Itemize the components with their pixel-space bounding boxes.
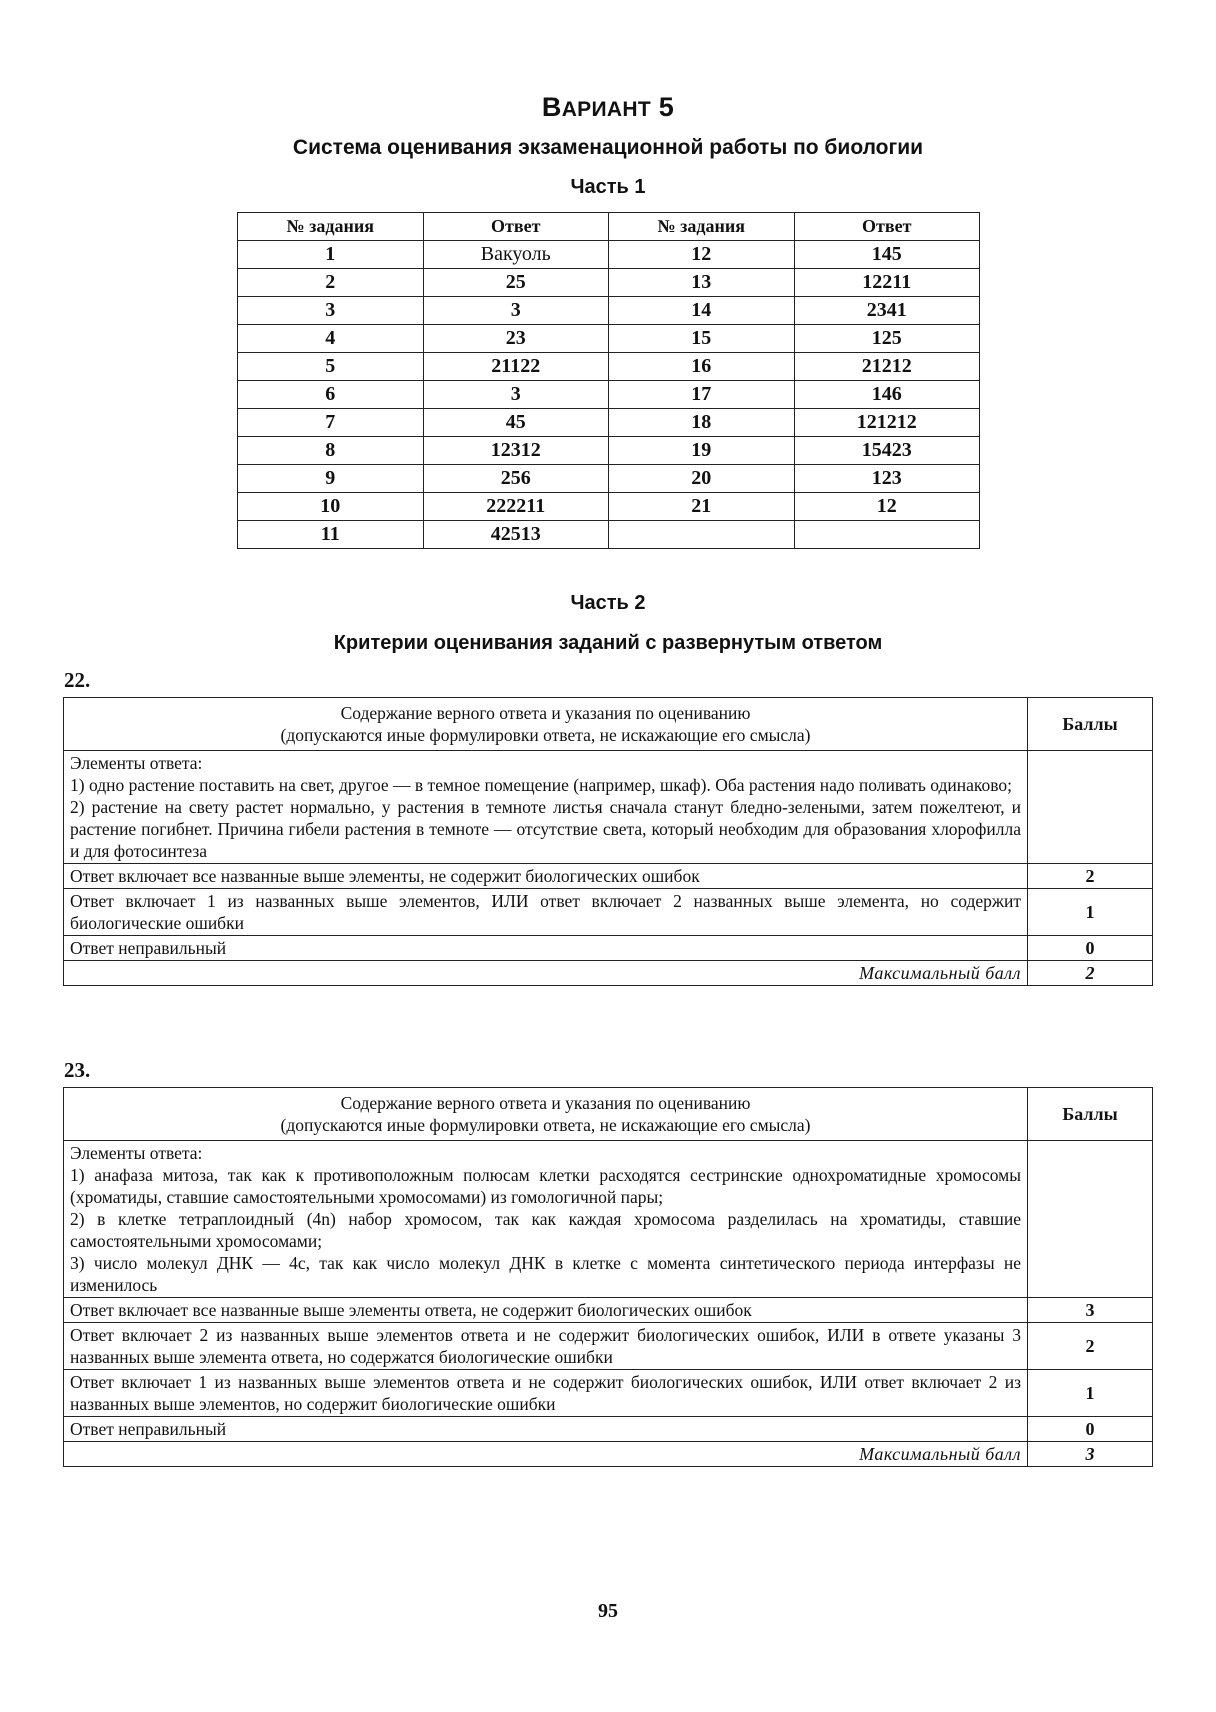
task-number: 3 bbox=[238, 297, 424, 325]
criterion-row bbox=[64, 1298, 1153, 1323]
table-row bbox=[238, 465, 980, 493]
answer-elements bbox=[64, 1141, 1028, 1298]
criterion-text: Ответ включает все названные выше элементы, не содержит биологических ошибок bbox=[64, 864, 1028, 889]
answer-element-2: 2) растение на свету растет нормально, у растения в темноте листья сначала станут бледно-зелеными, затем пожелтеют, и растение погибнет. Причина гибели растения в темноте — отсутствие света, который необходим для образования хлорофилла и для фотосинтеза bbox=[70, 797, 1021, 861]
answer: 222211 bbox=[423, 493, 609, 521]
criteria-header-row bbox=[64, 1088, 1153, 1141]
criterion-points: 0 bbox=[1028, 1417, 1153, 1442]
task-number: 11 bbox=[238, 521, 424, 549]
table-row bbox=[238, 381, 980, 409]
answer-element-3: 3) число молекул ДНК — 4c, так как число молекул ДНК в клетке с момента синтетического периода интерфазы не изменилось bbox=[70, 1253, 1021, 1295]
criterion-text: Ответ включает 1 из названных выше элементов ответа и не содержит биологических ошибок, ИЛИ ответ включает 2 из названных выше элементов, но содержит биологические ошибки bbox=[64, 1370, 1028, 1417]
task-number: 19 bbox=[609, 437, 795, 465]
task-number: 9 bbox=[238, 465, 424, 493]
task-number: 2 bbox=[238, 269, 424, 297]
criterion-points: 2 bbox=[1028, 1323, 1153, 1370]
task-22-number: 22. bbox=[64, 668, 91, 692]
task-number: 1 bbox=[238, 241, 424, 269]
criteria-heading: Критерии оценивания заданий с развернутым ответом bbox=[333, 632, 883, 654]
task-22-criteria-table bbox=[63, 697, 1153, 986]
table-row bbox=[238, 241, 980, 269]
part2-heading: Часть 2 bbox=[570, 592, 646, 614]
criterion-text: Ответ включает 1 из названных выше элементов, ИЛИ ответ включает 2 названных выше элемента, но содержит биологические ошибки bbox=[64, 889, 1028, 936]
criterion-text: Ответ неправильный bbox=[64, 936, 1028, 961]
task-number: 17 bbox=[609, 381, 795, 409]
criterion-text: Ответ неправильный bbox=[64, 1417, 1028, 1442]
task-number: 16 bbox=[609, 353, 795, 381]
task-number: 5 bbox=[238, 353, 424, 381]
answer: 146 bbox=[794, 381, 980, 409]
answer: 21212 bbox=[794, 353, 980, 381]
answer: 42513 bbox=[423, 521, 609, 549]
criteria-header-row bbox=[64, 698, 1153, 751]
answer-element-2: 2) в клетке тетраплоидный (4n) набор хромосом, так как каждая хромосома разделилась на хроматиды, ставшие самостоятельными хромосомами; bbox=[70, 1209, 1021, 1251]
answer: 2341 bbox=[794, 297, 980, 325]
answer: 25 bbox=[423, 269, 609, 297]
column-header-task-number: № задания bbox=[609, 213, 795, 241]
answer-elements-row bbox=[64, 751, 1153, 864]
task-number: 8 bbox=[238, 437, 424, 465]
criteria-header-line2: (допускаются иные формулировки ответа, не искажающие его смысла) bbox=[280, 725, 811, 745]
table-row bbox=[238, 269, 980, 297]
variant-title: ВАРИАНТ 5 bbox=[541, 92, 675, 122]
table-row bbox=[238, 493, 980, 521]
task-number: 7 bbox=[238, 409, 424, 437]
max-score-row bbox=[64, 961, 1153, 986]
task-number: 4 bbox=[238, 325, 424, 353]
task-number: 13 bbox=[609, 269, 795, 297]
answer-elements bbox=[64, 751, 1028, 864]
answer: 125 bbox=[794, 325, 980, 353]
page-number: 95 bbox=[598, 1600, 618, 1622]
answer: 3 bbox=[423, 297, 609, 325]
answer-elements-label: Элементы ответа: bbox=[70, 1143, 203, 1163]
answer: 3 bbox=[423, 381, 609, 409]
task-number bbox=[609, 521, 795, 549]
criterion-points: 1 bbox=[1028, 889, 1153, 936]
page-subtitle: Система оценивания экзаменационной работы по биологии bbox=[292, 136, 924, 159]
criteria-header-content bbox=[64, 698, 1028, 751]
table-header-row bbox=[238, 213, 980, 241]
column-header-task-number: № задания bbox=[238, 213, 424, 241]
criterion-row bbox=[64, 889, 1153, 936]
part1-heading: Часть 1 bbox=[570, 176, 646, 198]
max-score-label: Максимальный балл bbox=[64, 961, 1028, 986]
max-score-label: Максимальный балл bbox=[64, 1442, 1028, 1467]
max-score-value: 3 bbox=[1028, 1442, 1153, 1467]
max-score-value: 2 bbox=[1028, 961, 1153, 986]
answer: 12211 bbox=[794, 269, 980, 297]
criterion-points: 0 bbox=[1028, 936, 1153, 961]
table-row bbox=[238, 353, 980, 381]
column-header-answer: Ответ bbox=[423, 213, 609, 241]
answer: 15423 bbox=[794, 437, 980, 465]
column-header-answer: Ответ bbox=[794, 213, 980, 241]
answer bbox=[794, 521, 980, 549]
task-23-criteria-table bbox=[63, 1087, 1153, 1467]
criterion-row bbox=[64, 1370, 1153, 1417]
answer: 256 bbox=[423, 465, 609, 493]
part1-answers-table bbox=[237, 212, 980, 549]
points-empty bbox=[1028, 1141, 1153, 1298]
answer: 12 bbox=[794, 493, 980, 521]
table-row bbox=[238, 325, 980, 353]
table-row bbox=[238, 437, 980, 465]
answer: 145 bbox=[794, 241, 980, 269]
table-row bbox=[238, 297, 980, 325]
answer: 21122 bbox=[423, 353, 609, 381]
answer-element-1: 1) анафаза митоза, так как к противоположным полюсам клетки расходятся сестринские однохроматидные хромосомы (хроматиды, ставшие самостоятельными хромосомами) из гомологичной пары; bbox=[70, 1165, 1021, 1207]
answer: 123 bbox=[794, 465, 980, 493]
task-number: 10 bbox=[238, 493, 424, 521]
answer: 121212 bbox=[794, 409, 980, 437]
answer-elements-label: Элементы ответа: bbox=[70, 753, 203, 773]
points-empty bbox=[1028, 751, 1153, 864]
criteria-header-content bbox=[64, 1088, 1028, 1141]
task-number: 12 bbox=[609, 241, 795, 269]
answer: 23 bbox=[423, 325, 609, 353]
task-number: 14 bbox=[609, 297, 795, 325]
max-score-row bbox=[64, 1442, 1153, 1467]
task-number: 6 bbox=[238, 381, 424, 409]
criterion-points: 3 bbox=[1028, 1298, 1153, 1323]
answer-element-1: 1) одно растение поставить на свет, другое — в темное помещение (например, шкаф). Оба растения надо поливать одинаково; bbox=[70, 775, 1013, 795]
criterion-text: Ответ включает все названные выше элементы ответа, не содержит биологических ошибок bbox=[64, 1298, 1028, 1323]
task-number: 15 bbox=[609, 325, 795, 353]
table-row bbox=[238, 521, 980, 549]
answer: 45 bbox=[423, 409, 609, 437]
answer-elements-row bbox=[64, 1141, 1153, 1298]
criterion-row bbox=[64, 1417, 1153, 1442]
answer: Вакуоль bbox=[423, 241, 609, 269]
criterion-points: 1 bbox=[1028, 1370, 1153, 1417]
table-row bbox=[238, 409, 980, 437]
criteria-header-line2: (допускаются иные формулировки ответа, не искажающие его смысла) bbox=[280, 1115, 811, 1135]
task-number: 20 bbox=[609, 465, 795, 493]
answer: 12312 bbox=[423, 437, 609, 465]
criteria-header-line1: Содержание верного ответа и указания по оцениванию bbox=[340, 703, 751, 723]
task-number: 18 bbox=[609, 409, 795, 437]
criteria-header-line1: Содержание верного ответа и указания по оцениванию bbox=[340, 1093, 751, 1113]
task-number: 21 bbox=[609, 493, 795, 521]
task-23-number: 23. bbox=[64, 1058, 91, 1082]
criterion-text: Ответ включает 2 из названных выше элементов ответа и не содержит биологических ошибок, ИЛИ в ответе указаны 3 названных выше элемента ответа, но содержатся биологические ошибки bbox=[64, 1323, 1028, 1370]
points-column-header: Баллы bbox=[1028, 1088, 1153, 1141]
criterion-row bbox=[64, 864, 1153, 889]
points-column-header: Баллы bbox=[1028, 698, 1153, 751]
criterion-row bbox=[64, 1323, 1153, 1370]
criterion-row bbox=[64, 936, 1153, 961]
criterion-points: 2 bbox=[1028, 864, 1153, 889]
